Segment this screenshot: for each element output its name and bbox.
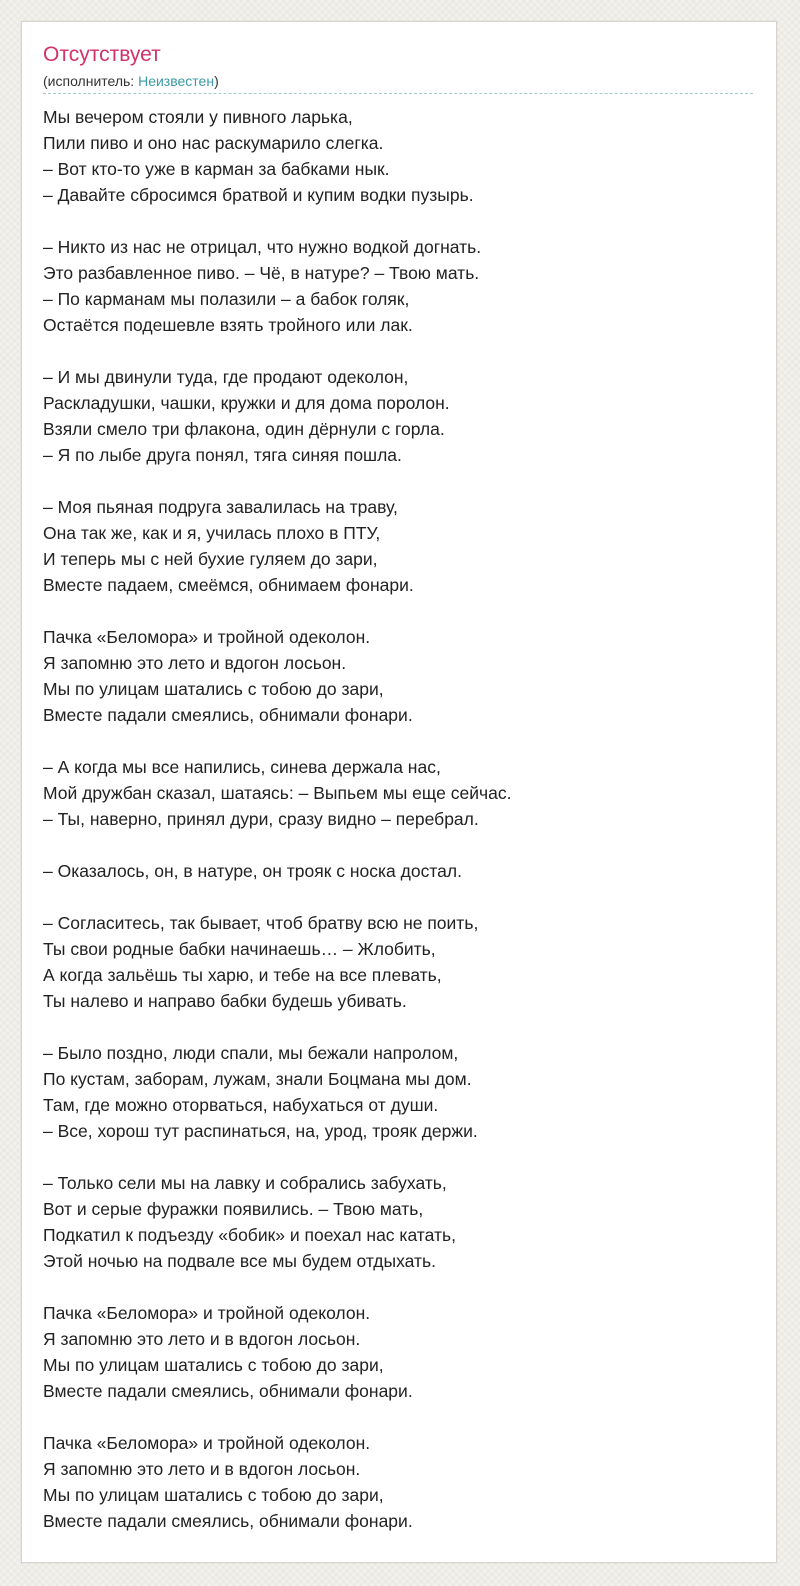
- stanza-gap: [43, 1274, 763, 1300]
- lyric-line: Вместе падаем, смеёмся, обнимаем фонари.: [43, 575, 414, 595]
- stanza-gap: [43, 468, 763, 494]
- stanza: [43, 1300, 763, 1404]
- artist-suffix: ): [214, 73, 219, 89]
- lyric-line: По кустам, заборам, лужам, знали Боцмана мы дом.: [43, 1069, 472, 1089]
- lyric-line: Это разбавленное пиво. – Чё, в натуре? – Твою мать.: [43, 263, 480, 283]
- lyric-line: Ты свои родные бабки начинаешь… – Жлобить,: [43, 939, 436, 959]
- lyric-line: А когда зальёшь ты харю, и тебе на все плевать,: [43, 965, 442, 985]
- lyric-line: Вот и серые фуражки появились. – Твою мать,: [43, 1199, 424, 1219]
- lyric-line: Взяли смело три флакона, один дёрнули с горла.: [43, 419, 445, 439]
- lyric-line: Остаётся подешевле взять тройного или лак.: [43, 315, 413, 335]
- lyric-line: – И мы двинули туда, где продают одеколон,: [43, 367, 409, 387]
- stanza: [43, 910, 763, 1014]
- lyric-line: Пачка «Беломора» и тройной одеколон.: [43, 627, 371, 647]
- stanza: [43, 234, 763, 338]
- lyric-line: Я запомню это лето и в вдогон лосьон.: [43, 1459, 361, 1479]
- lyric-line: – Было поздно, люди спали, мы бежали напролом,: [43, 1043, 459, 1063]
- stanza-gap: [43, 1404, 763, 1430]
- lyric-line: – Оказалось, он, в натуре, он трояк с носка достал.: [43, 861, 462, 881]
- stanza: [43, 494, 763, 598]
- lyric-line: Пачка «Беломора» и тройной одеколон.: [43, 1303, 371, 1323]
- stanza-gap: [43, 338, 763, 364]
- lyric-line: Мы вечером стояли у пивного ларька,: [43, 107, 353, 127]
- lyric-line: Там, где можно оторваться, набухаться от души.: [43, 1095, 439, 1115]
- lyric-line: Этой ночью на подвале все мы будем отдыхать.: [43, 1251, 436, 1271]
- lyric-line: – Никто из нас не отрицал, что нужно водкой догнать.: [43, 237, 482, 257]
- stanza: [43, 858, 763, 884]
- lyric-line: – Согласитесь, так бывает, чтоб братву всю не поить,: [43, 913, 479, 933]
- stanza-gap: [43, 884, 763, 910]
- lyric-line: Мы по улицам шатались с тобою до зари,: [43, 679, 384, 699]
- lyric-line: – Вот кто-то уже в карман за бабками нык.: [43, 159, 390, 179]
- lyric-line: Пили пиво и оно нас раскумарило слегка.: [43, 133, 384, 153]
- lyric-line: Мы по улицам шатались с тобою до зари,: [43, 1485, 384, 1505]
- lyric-line: – Давайте сбросимся братвой и купим водки пузырь.: [43, 185, 474, 205]
- stanza: [43, 1170, 763, 1274]
- stanza-gap: [43, 1014, 763, 1040]
- lyric-line: Мой дружбан сказал, шатаясь: – Выпьем мы еще сейчас.: [43, 783, 512, 803]
- stanza: [43, 1430, 763, 1534]
- stanza-gap: [43, 728, 763, 754]
- lyric-line: Она так же, как и я, училась плохо в ПТУ,: [43, 523, 381, 543]
- lyrics-card: [21, 21, 777, 1563]
- stanza: [43, 754, 763, 832]
- song-title: Отсутствует: [43, 43, 161, 66]
- lyric-line: Я запомню это лето и в вдогон лосьон.: [43, 1329, 361, 1349]
- lyric-line: Раскладушки, чашки, кружки и для дома поролон.: [43, 393, 450, 413]
- artist-prefix: (исполнитель:: [43, 73, 139, 89]
- stanza-gap: [43, 832, 763, 858]
- lyrics-text: [43, 104, 763, 1534]
- stanza: [43, 104, 763, 208]
- artist-link[interactable]: Неизвестен: [138, 73, 215, 89]
- lyric-line: Мы по улицам шатались с тобою до зари,: [43, 1355, 384, 1375]
- title-divider: [43, 93, 753, 94]
- stanza-gap: [43, 598, 763, 624]
- stanza: [43, 364, 763, 468]
- stanza: [43, 624, 763, 728]
- lyric-line: Вместе падали смеялись, обнимали фонари.: [43, 1381, 413, 1401]
- lyric-line: – По карманам мы полазили – а бабок голяк,: [43, 289, 410, 309]
- stanza: [43, 1040, 763, 1144]
- lyric-line: Подкатил к подъезду «бобик» и поехал нас катать,: [43, 1225, 456, 1245]
- lyric-line: – Моя пьяная подруга завалилась на траву,: [43, 497, 398, 517]
- lyric-line: Я запомню это лето и вдогон лосьон.: [43, 653, 347, 673]
- stanza-gap: [43, 1144, 763, 1170]
- lyric-line: – Ты, наверно, принял дури, сразу видно – перебрал.: [43, 809, 479, 829]
- lyric-line: Ты налево и направо бабки будешь убивать.: [43, 991, 407, 1011]
- artist-line: [43, 71, 219, 91]
- lyric-line: – Все, хорош тут распинаться, на, урод, трояк держи.: [43, 1121, 478, 1141]
- lyric-line: Вместе падали смеялись, обнимали фонари.: [43, 705, 413, 725]
- lyric-line: – Я по лыбе друга понял, тяга синяя пошла.: [43, 445, 402, 465]
- lyric-line: Пачка «Беломора» и тройной одеколон.: [43, 1433, 371, 1453]
- lyric-line: И теперь мы с ней бухие гуляем до зари,: [43, 549, 378, 569]
- lyric-line: – Только сели мы на лавку и собрались забухать,: [43, 1173, 447, 1193]
- lyric-line: Вместе падали смеялись, обнимали фонари.: [43, 1511, 413, 1531]
- stanza-gap: [43, 208, 763, 234]
- lyric-line: – А когда мы все напились, синева держала нас,: [43, 757, 441, 777]
